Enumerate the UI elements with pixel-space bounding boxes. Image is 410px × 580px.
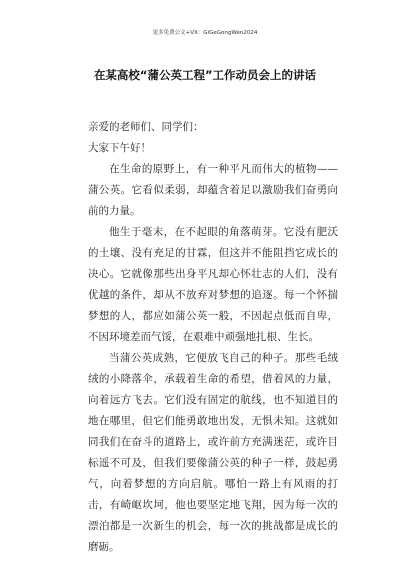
paragraph: 当蒲公英成熟，它便放飞自己的种子。那些毛绒绒的小降落伞，承载着生命的希望，借着风的力量，向着远方飞去。它们没有固定的航线，也不知道目的地在哪里，但它们能勇敢地出发，无惧未知。这就如同我们在奋斗的道路上，或许前方充满迷茫，或许目标遥不可及，但我们要像蒲公英的种子一样，鼓起勇气，向着梦想的方向启航。哪怕一路上有风雨的打击，有崎岖坎坷，他也要坚定地飞翔，因为每一次的漂泊都是一次新生的机会，每一次的挑战都是成长的磨砺。 <box>88 352 338 553</box>
salutation: 亲爱的老师们、同学们： <box>88 121 204 133</box>
greeting: 大家下午好！ <box>88 142 151 154</box>
document-body <box>88 117 338 558</box>
paragraph: 在生命的原野上，有一种平凡而伟大的植物——蒲公英。它看似柔弱，却蕴含着足以激励我们奋勇向前的力量。 <box>88 163 338 217</box>
document-title: 在某高校“蒲公英工程”工作动员会上的讲话 <box>93 68 317 82</box>
header-note: 更多免费公文+VX：GiGeGongWen2024 <box>152 30 258 36</box>
paragraph: 他生于毫末，在不起眼的角落萌芽。它没有肥沃的土壤、没有充足的甘霖，但这并不能阻挡它成长的决心。它就像那些出身平凡却心怀壮志的人们，没有优越的条件，却从不放弃对梦想的追逐。每一个怀揣梦想的人，都应如蒲公英一般，不因起点低而自卑，不因环境差而气馁，在艰难中顽强地扎根、生长。 <box>88 226 338 343</box>
